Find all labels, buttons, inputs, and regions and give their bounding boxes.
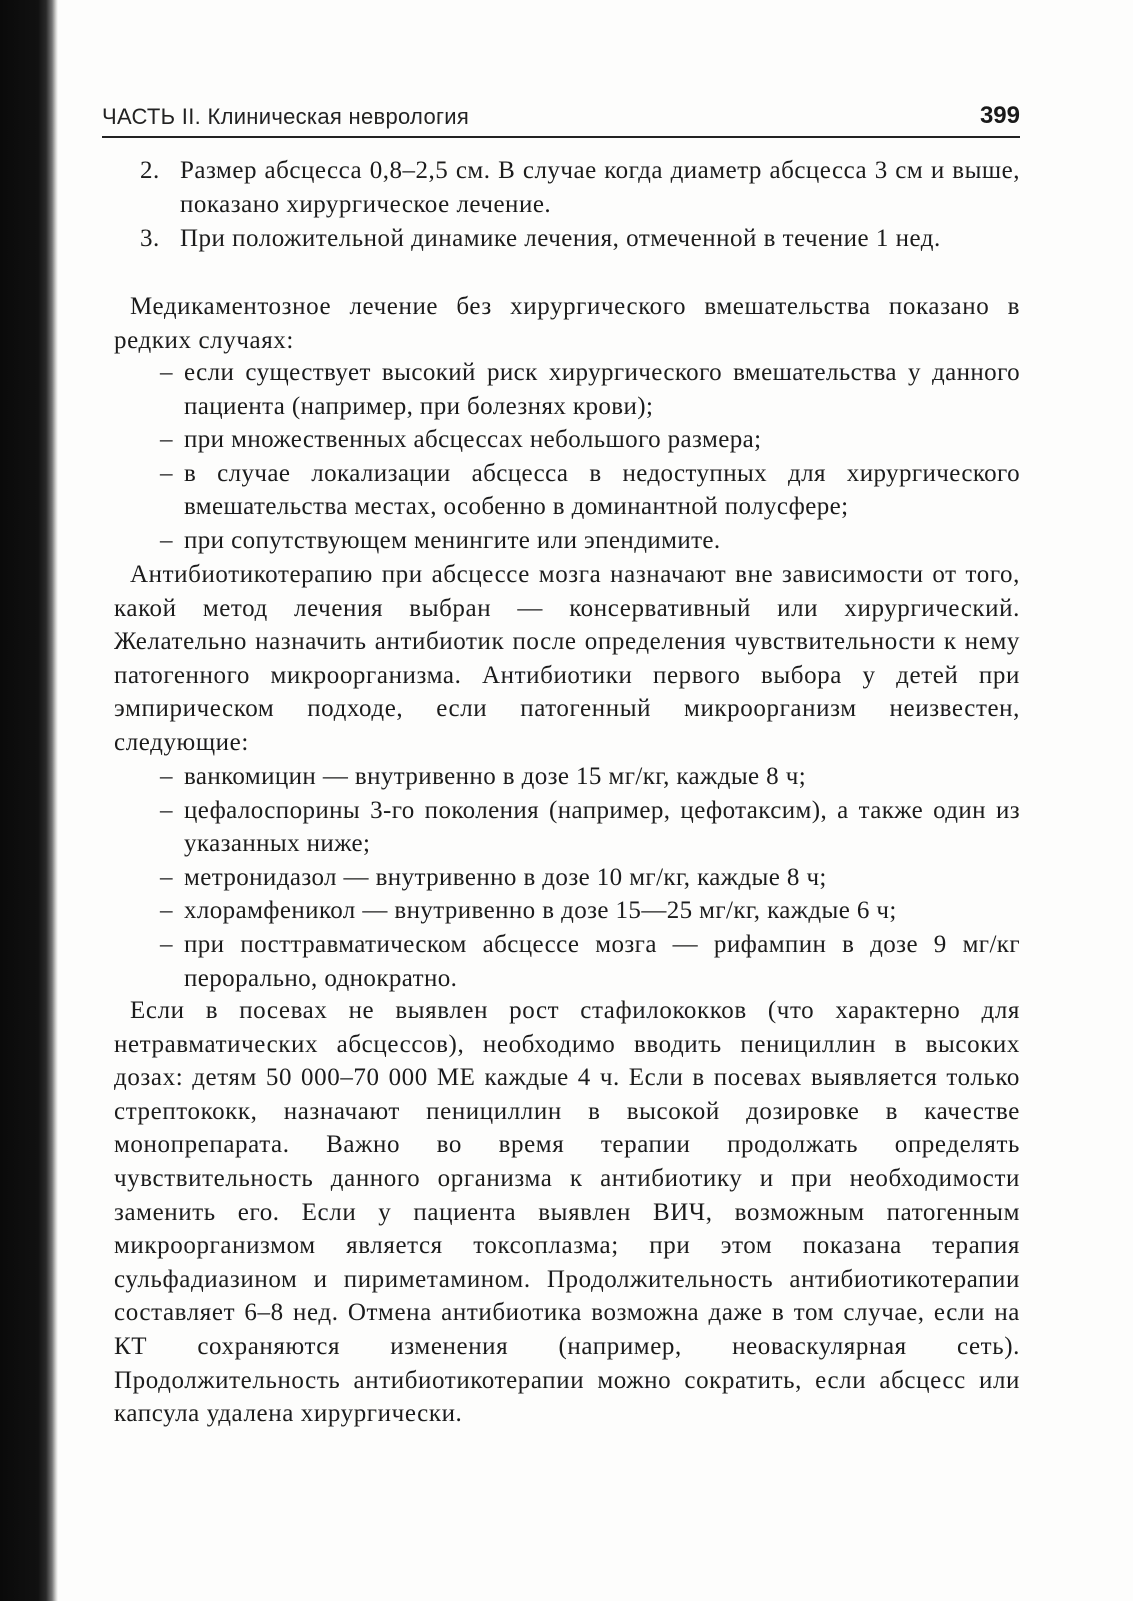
- book-spine-shadow: [0, 0, 58, 1601]
- list-item-text: если существует высокий риск хирургического вмешательства у данного пациента (например, при болезнях крови);: [184, 359, 1020, 420]
- dash-marker: –: [160, 426, 173, 454]
- dash-marker: –: [160, 897, 173, 925]
- list-antibiotics: [160, 760, 1020, 995]
- list-item-text: хлорамфеникол — внутривенно в дозе 15—25 мг/кг, каждые 6 ч;: [184, 897, 897, 925]
- item-marker: 2.: [140, 157, 160, 184]
- numbered-item-2: [140, 154, 1020, 222]
- dash-marker: –: [160, 359, 173, 386]
- dash-marker: –: [160, 863, 173, 891]
- running-head: ЧАСТЬ II. Клиническая неврология: [102, 104, 470, 129]
- list-item-text: при посттравматическом абсцессе мозга — рифампин в дозе 9 мг/кг перорально, однократно.: [184, 930, 1020, 992]
- paragraph-medical-treatment: Медикаментозное лечение без хирургического вмешательства показано в редких случаях:: [114, 293, 1020, 354]
- list-item: [160, 861, 1020, 895]
- page-header: [102, 104, 1020, 138]
- list-item: [160, 423, 1020, 457]
- dash-marker: –: [160, 459, 173, 487]
- list-item: [160, 760, 1020, 794]
- paragraph-penicillin: Если в посевах не выявлен рост стафилококков (что характерно для нетравматических абсцессов), необходимо вводить пенициллин в высоких дозах: детям 50 000–70 000 МЕ каждые 4 ч. Если в посевах выявляется только стрептококк, назначают пенициллин в высокой дозировке в качестве монопрепарата. Важно во время терапии продолжать определять чувствительность данного организма к антибиотику и при необходимости заменить его. Если у пациента выявлен ВИЧ, возможным патогенным микроорганизмом является токсоплазма; при этом показана терапия сульфадиазином и пириметамином. Продолжительность антибиотикотерапии составляет 6–8 нед. Отмена антибиотика возможна даже в том случае, если на КТ сохраняются изменения (например, неоваскулярная сеть). Продолжительность антибиотикотерапии можно сократить, если абсцесс или капсула удалена хирургически.: [114, 997, 1020, 1428]
- item-marker: 3.: [140, 225, 160, 252]
- list-item: [160, 524, 1020, 558]
- numbered-item-3: [140, 222, 1020, 256]
- dash-marker: –: [160, 930, 173, 958]
- item-text: Размер абсцесса 0,8–2,5 см. В случае когда диаметр абсцесса 3 см и выше, показано хирургическое лечение.: [180, 157, 1020, 218]
- list-item: [160, 356, 1020, 423]
- list-item-text: цефалоспорины 3-го поколения (например, цефотаксим), а также один из указанных ниже;: [184, 796, 1020, 858]
- dash-marker: –: [160, 796, 173, 824]
- list-item-text: в случае локализации абсцесса в недоступных для хирургического вмешательства местах, особенно в доминантной полусфере;: [184, 459, 1020, 521]
- list-item-text: при сопутствующем менингите или эпендимите.: [184, 526, 721, 554]
- list-indications: [160, 356, 1020, 558]
- item-text: При положительной динамике лечения, отмеченной в течение 1 нед.: [180, 225, 941, 252]
- list-item: [160, 928, 1020, 995]
- list-item: [160, 457, 1020, 524]
- dash-marker: –: [160, 526, 173, 554]
- list-item: [160, 894, 1020, 928]
- list-item: [160, 794, 1020, 861]
- page-number: 399: [979, 102, 1020, 129]
- list-item-text: метронидазол — внутривенно в дозе 10 мг/кг, каждые 8 ч;: [184, 863, 827, 891]
- paragraph-antibiotic-therapy: Антибиотикотерапию при абсцессе мозга назначают вне зависимости от того, какой метод лечения выбран — консервативный или хирургический. Желательно назначить антибиотик после определения чувствительности к нему патогенного микроорганизма. Антибиотики первого выбора у детей при эмпирическом подходе, если патогенный микроорганизм неизвестен, следующие:: [114, 561, 1020, 756]
- list-item-text: при множественных абсцессах небольшого размера;: [184, 426, 762, 454]
- dash-marker: –: [160, 763, 173, 790]
- list-item-text: ванкомицин — внутривенно в дозе 15 мг/кг, каждые 8 ч;: [184, 763, 807, 790]
